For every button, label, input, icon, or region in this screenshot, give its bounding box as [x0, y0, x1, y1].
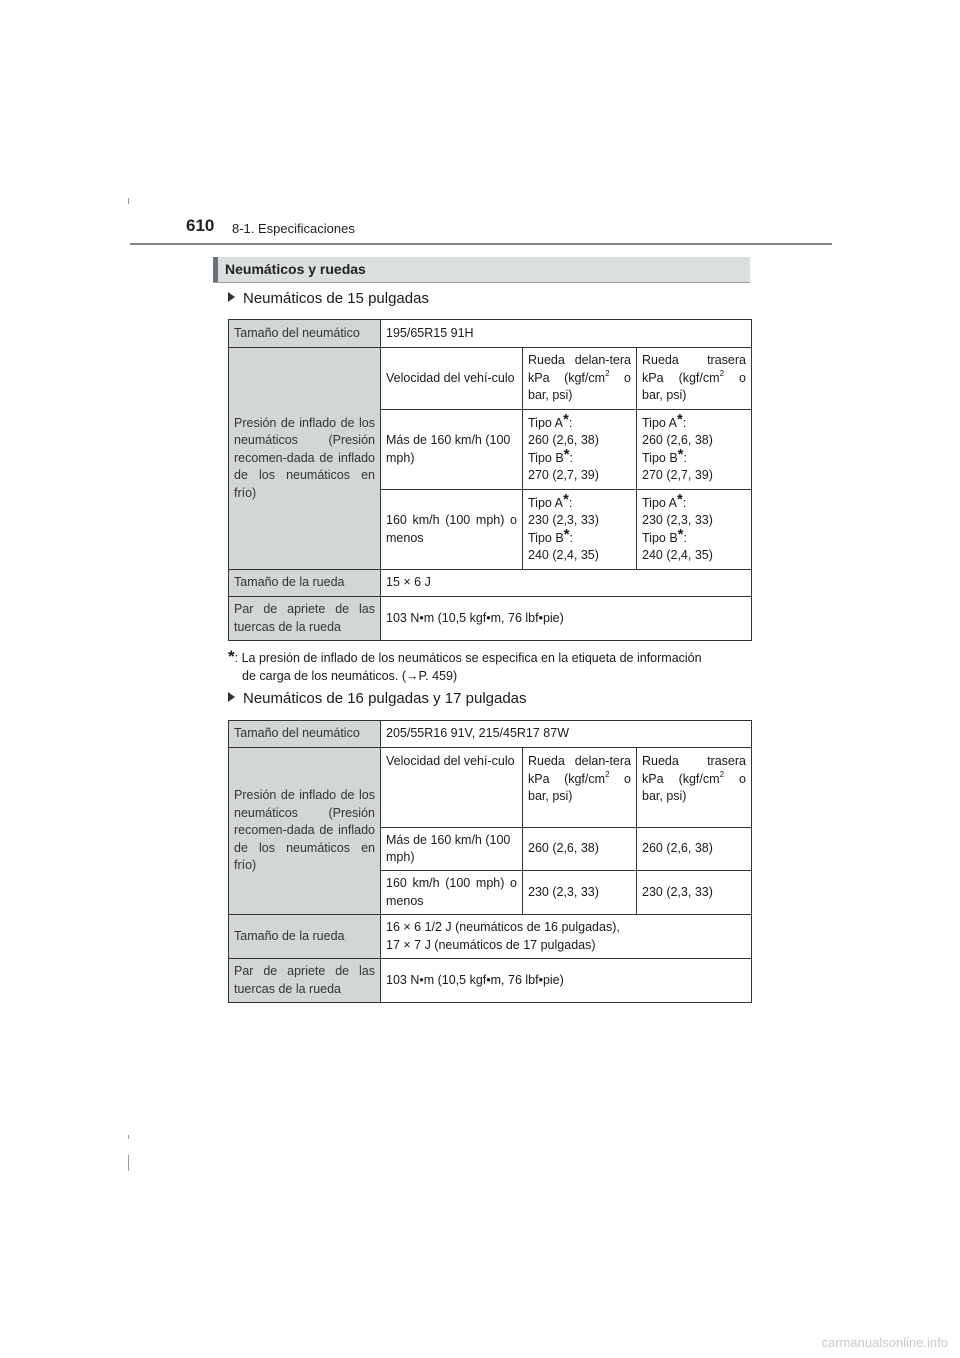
section-path: 8-1. Especificaciones [232, 221, 355, 236]
table-row [229, 721, 752, 748]
rear-type-a: Tipo A*: [642, 490, 687, 510]
table-row [229, 959, 752, 1003]
rear-pressure-160-or-less: 230 (2,3, 33) [637, 871, 752, 915]
wheel-size-value [381, 915, 752, 959]
wheel-size-17: 17 × 7 J (neumáticos de 17 pulgadas) [386, 937, 596, 952]
front-pressure-over-160: 260 (2,6, 38) [523, 828, 637, 871]
watermark: carmanualsonline.info [821, 1335, 948, 1350]
front-type-a-value: 230 (2,3, 33) [528, 513, 599, 527]
footnote-text-continued: de carga de los neumáticos. (→P. 459) [242, 669, 458, 683]
table-row [229, 570, 752, 597]
speed-over-160: Más de 160 km/h (100 mph) [381, 828, 523, 871]
heading-16-17-inch [228, 690, 527, 707]
rear-wheel-header: Rueda trasera kPa ($kgf/cm^2$ o bar, psi) [637, 348, 752, 410]
tire-size-label: Tamaño del neumático [229, 721, 381, 748]
torque-label: Par de apriete de las tuercas de la rueda [229, 959, 381, 1003]
pressure-label: Presión de inflado de los neumáticos (Presión recomen-dada de inflado de los neumáticos en frío) [229, 348, 381, 570]
speed-header: Velocidad del vehí-culo [381, 348, 523, 410]
spec-table-16-17-inch [228, 720, 752, 1003]
speed-header: Velocidad del vehí-culo [381, 748, 523, 828]
heading-15-inch [228, 290, 429, 307]
rear-type-a-value: 230 (2,3, 33) [642, 513, 713, 527]
rear-pressure-160-or-less [637, 490, 752, 570]
footnote-text: : La presión de inflado de los neumáticos se especifica en la etiqueta de información [234, 651, 702, 665]
torque-value: 103 N•m (10,5 kgf•m, 76 lbf•pie) [381, 597, 752, 641]
rear-pressure-over-160: 260 (2,6, 38) [637, 828, 752, 871]
section-title-bar [213, 257, 750, 283]
front-pressure-160-or-less [523, 490, 637, 570]
rear-type-b-value: 240 (2,4, 35) [642, 548, 713, 562]
speed-160-or-less: 160 km/h (100 mph) o menos [381, 871, 523, 915]
spec-table-15-inch [228, 319, 752, 641]
front-type-b: Tipo B*: [528, 445, 573, 465]
page-number: 610 [186, 216, 215, 235]
rear-type-b: Tipo B*: [642, 525, 687, 545]
tire-size-value: 195/65R15 91H [381, 320, 752, 348]
front-wheel-header: Rueda delan-tera kPa ($kgf/cm^2$ o bar, psi) [523, 748, 637, 828]
wheel-size-value: 15 × 6 J [381, 570, 752, 597]
front-type-a: Tipo A*: [528, 490, 573, 510]
rear-type-a-value: 260 (2,6, 38) [642, 433, 713, 447]
front-type-a-value: 260 (2,6, 38) [528, 433, 599, 447]
torque-value: 103 N•m (10,5 kgf•m, 76 lbf•pie) [381, 959, 752, 1003]
table-row [229, 320, 752, 348]
tire-size-value: 205/55R16 91V, 215/45R17 87W [381, 721, 752, 748]
front-wheel-header: Rueda delan-tera kPa ($kgf/cm^2$ o bar, psi) [523, 348, 637, 410]
section-title: Neumáticos y ruedas [225, 261, 366, 277]
header-rule [130, 243, 832, 245]
wheel-size-label: Tamaño de la rueda [229, 915, 381, 959]
table-row [229, 748, 752, 828]
heading-16-17-inch-text: Neumáticos de 16 pulgadas y 17 pulgadas [243, 690, 527, 707]
triangle-bullet-icon [228, 692, 235, 702]
front-pressure-over-160 [523, 410, 637, 490]
footnote-marker: * [228, 647, 235, 666]
rear-pressure-over-160 [637, 410, 752, 490]
crop-mark [128, 1155, 129, 1171]
torque-label: Par de apriete de las tuercas de la rueda [229, 597, 381, 641]
triangle-bullet-icon [228, 292, 235, 302]
speed-160-or-less: 160 km/h (100 mph) o menos [381, 490, 523, 570]
table-row [229, 915, 752, 959]
rear-wheel-header: Rueda trasera kPa ($kgf/cm^2$ o bar, psi) [637, 748, 752, 828]
pressure-label: Presión de inflado de los neumáticos (Presión recomen-dada de inflado de los neumáticos en frío) [229, 748, 381, 915]
table-row [229, 348, 752, 410]
front-pressure-160-or-less: 230 (2,3, 33) [523, 871, 637, 915]
front-type-b-value: 270 (2,7, 39) [528, 468, 599, 482]
front-type-a: Tipo A*: [528, 410, 573, 430]
tire-size-label: Tamaño del neumático [229, 320, 381, 348]
rear-type-a: Tipo A*: [642, 410, 687, 430]
footnote [228, 648, 752, 685]
heading-15-inch-text: Neumáticos de 15 pulgadas [243, 290, 429, 307]
crop-mark [128, 1135, 129, 1139]
speed-over-160: Más de 160 km/h (100 mph) [381, 410, 523, 490]
wheel-size-label: Tamaño de la rueda [229, 570, 381, 597]
crop-mark [128, 198, 129, 204]
rear-type-b: Tipo B*: [642, 445, 687, 465]
wheel-size-16: 16 × 6 1/2 J (neumáticos de 16 pulgadas), [386, 920, 620, 934]
section-accent [213, 257, 218, 282]
front-type-b: Tipo B*: [528, 525, 573, 545]
rear-type-b-value: 270 (2,7, 39) [642, 468, 713, 482]
front-type-b-value: 240 (2,4, 35) [528, 548, 599, 562]
table-row [229, 597, 752, 641]
